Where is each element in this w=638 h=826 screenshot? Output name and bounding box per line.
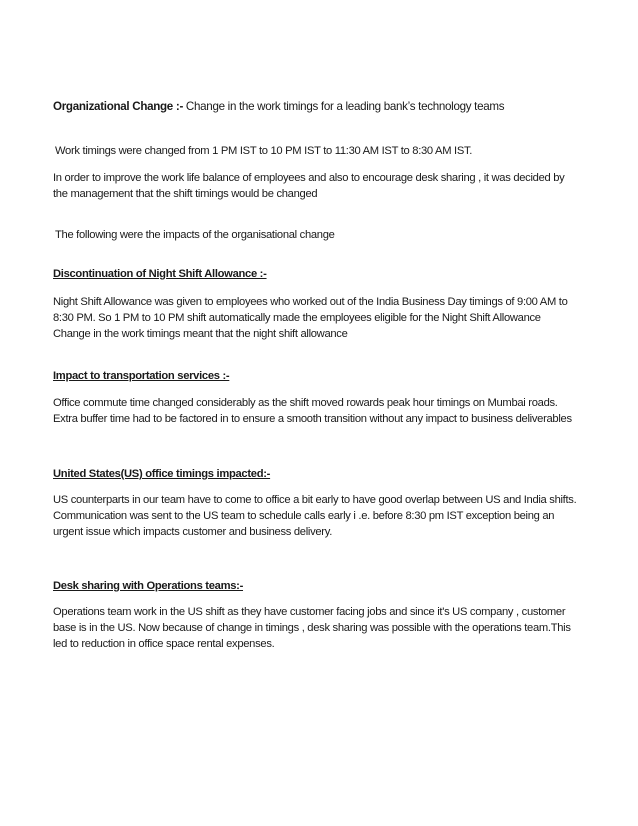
intro-reason: In order to improve the work life balance of employees and also to encourage desk sharing , it was decided by the management that the shift timings would be changed [53,172,565,200]
title-bold: Organizational Change :- [53,100,184,113]
section-body-transportation: Office commute time changed considerably as the shift moved rowards peak hour timings on Mumbai roads. Extra buffer time had to be factored in to ensure a smooth transition without any impact to business deliverables [53,397,572,425]
document-title [53,99,504,115]
section-body-night-shift: Night Shift Allowance was given to employees who worked out of the India Business Day timings of 9:00 AM to 8:30 PM. So 1 PM to 10 PM shift automatically made the employees eligible for the Night Shift Allowance Change in the work timings meant that the night shift allowance [53,296,568,340]
title-rest: Change in the work timings for a leading bank’s technology teams [183,100,505,113]
intro-work-timings: Work timings were changed from 1 PM IST to 10 PM IST to 11:30 AM IST to 8:30 AM IST. [55,145,473,157]
section-body-us-office: US counterparts in our team have to come to office a bit early to have good overlap between US and India shifts. Communication was sent to the US team to schedule calls early i .e. before 8:30 pm IST exception being an urgent issue which impacts customer and business delivery. [53,494,577,538]
section-heading-transportation: Impact to transportation services :- [53,370,230,382]
section-body-desk-sharing: Operations team work in the US shift as they have customer facing jobs and since it's US company , customer base is in the US. Now because of change in timings , desk sharing was possible with the operations team.This led to reduction in office space rental expenses. [53,606,571,650]
section-heading-night-shift: Discontinuation of Night Shift Allowance :- [53,268,267,280]
section-heading-desk-sharing: Desk sharing with Operations teams:- [53,580,244,592]
intro-impacts-lead: The following were the impacts of the organisational change [55,229,335,241]
section-heading-us-office: United States(US) office timings impacted:- [53,468,271,480]
